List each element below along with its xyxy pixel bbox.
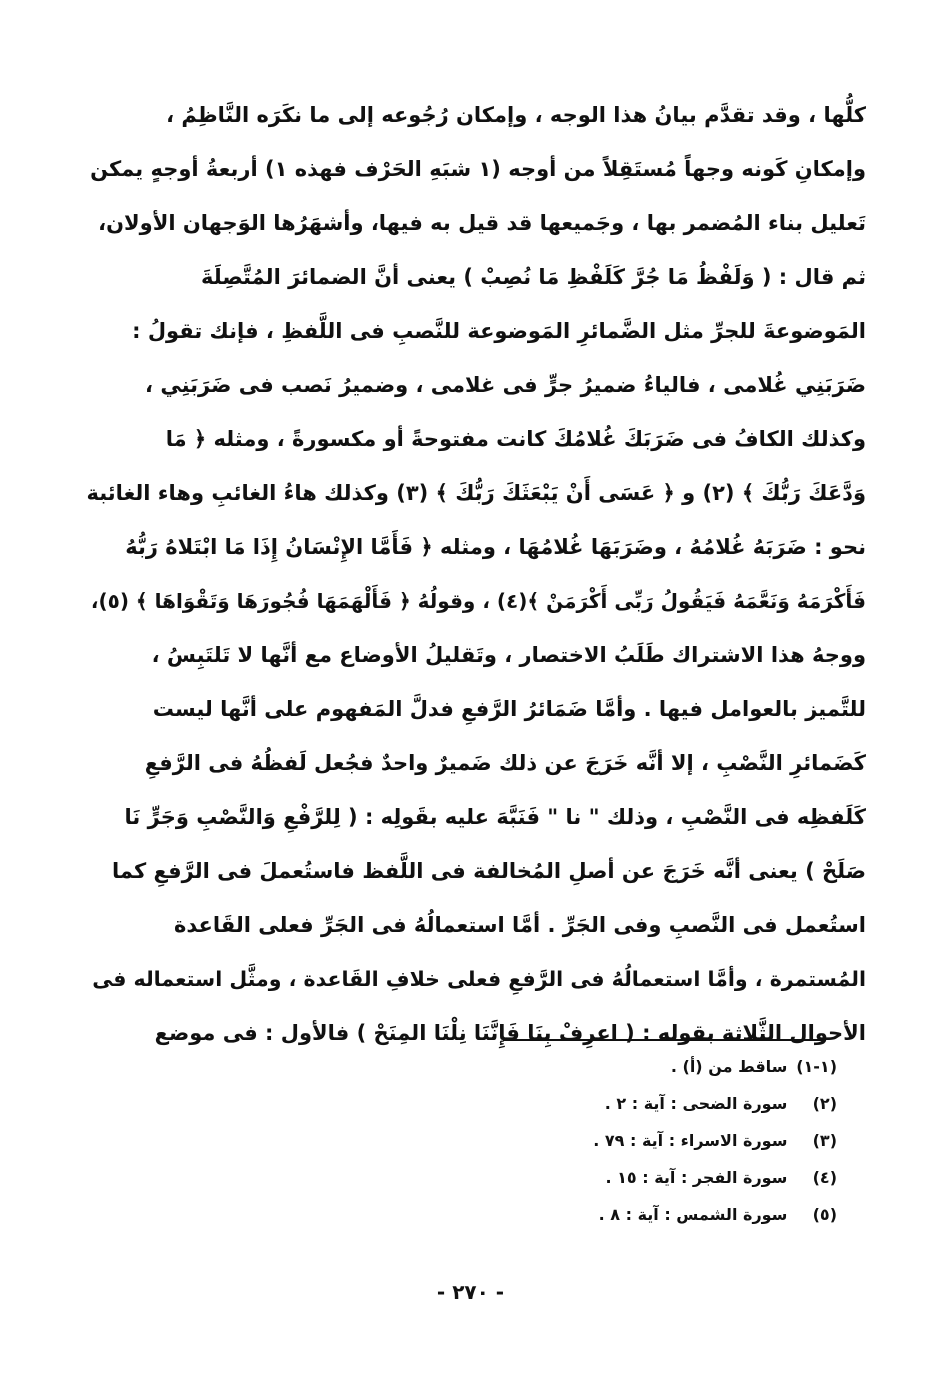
text-line: وَدَّعَكَ رَبُّكَ ﴾ (٢) و ﴿ عَسَى أَنْ يَبْعَثَكَ رَبُّكَ ﴾ (٣) وكذلك هاءُ الغائبِ وهاء الغائبة (86, 481, 866, 505)
text-line: كلُّها ، وقد تقدَّم بيانُ هذا الوجه ، وإمكان رُجُوعه إلى ما نكَرَه النَّاظِمُ ، (166, 103, 866, 127)
main-text (78, 88, 866, 1060)
footnote-number: (١-١) (796, 1057, 837, 1076)
text-line: المُستمرة ، وأمَّا استعمالُهُ فى الرَّفعِ فعلى خلافِ القَاعدة ، ومثَّل استعماله فى (92, 967, 866, 991)
text-line: فَأَكْرَمَهُ وَنَعَّمَهُ فَيَقُولُ رَبِّى أَكْرَمَنْ ﴾(٤) ، وقولُهُ ﴿ فَأَلْهَمَهَا فُجُورَهَا وَتَقْوَاهَا ﴾ (٥)، (90, 589, 866, 613)
footnote-text: سورة الضحى : آية : ٢ . (604, 1094, 788, 1113)
footnotes (417, 1048, 837, 1233)
footnote-item (417, 1159, 837, 1196)
footnote-text: ساقط من (أ) . (670, 1057, 788, 1076)
text-line: نحو : ضَرَبَهُ غُلامُهُ ، وضَرَبَهَا غُلامُهَا ، ومثله ﴿ فَأَمَّا الإِنْسَانُ إِذَا مَا ابْتَلاهُ رَبُّهُ (125, 535, 866, 559)
text-line: كَلَفظِه فى النَّصْبِ ، وذلك " نا " فَنَبَّهَ عليه بقَولِه : ( لِلرَّفْعِ وَالنَّصْبِ وَجَرٍّ نَا (124, 805, 866, 829)
page-number: - ٢٧٠ - (436, 1280, 505, 1304)
footnote-number: (٥) (812, 1205, 837, 1224)
text-line: وإمكانِ كَونه وجهاً مُستَقِلاً من أوجه (١ شبَهِ الحَرْف فهذه ١) أربعةُ أوجهٍ يمكن (90, 157, 866, 181)
footnote-item (417, 1122, 837, 1159)
footnote-item (417, 1048, 837, 1085)
footnote-number: (٤) (812, 1168, 837, 1187)
text-line: ضَرَبَنِي غُلامى ، فالياءُ ضميرُ جرٍّ فى غلامى ، وضميرُ نَصب فى ضَرَبَنِي ، (145, 373, 866, 397)
footnote-text: سورة الشمس : آية : ٨ . (598, 1205, 788, 1224)
footnote-text: سورة الفجر : آية : ١٥ . (605, 1168, 788, 1187)
text-line: وكذلك الكافُ فى ضَرَبَكَ غُلامُكَ كانت مفتوحةً أو مكسورةً ، ومثله ﴿ مَا (165, 427, 866, 451)
footnote-item (417, 1085, 837, 1122)
footnote-number: (٢) (812, 1094, 837, 1113)
text-line: استُعمل فى النَّصبِ وفى الجَرِّ . أمَّا استعمالُهُ فى الجَرِّ فعلى القَاعدة (173, 913, 866, 937)
text-line: تَعليل بناء المُضمر بها ، وجَميعها قد قيل به فيها، وأشهَرُها الوَجهان الأولان، (98, 211, 866, 235)
text-line: المَوضوعةَ للجرِّ مثل الضَّمائرِ المَوضوعة للنَّصبِ فى اللَّفظِ ، فإنك تقولُ : (132, 319, 866, 343)
footnote-text: سورة الاسراء : آية : ٧٩ . (593, 1131, 788, 1150)
footnote-number: (٣) (812, 1131, 837, 1150)
text-line: صَلَحْ ) يعنى أنَّه خَرَجَ عن أصلِ المُخالفة فى اللَّفظ فاستُعملَ فى الرَّفعِ كما (112, 859, 866, 883)
text-line: ثم قال : ( وَلَفْظُ مَا جُرَّ كَلَفْظِ مَا نُصِبْ ) يعنى أنَّ الضمائرَ المُتَّصِلَةَ (201, 265, 866, 289)
footnote-divider (503, 1039, 826, 1041)
text-line: الأحوال الثَّلاثة بقوله : ( اعرِفْ بِنَا فَإِنَّنَا نِلْنَا المِنَحْ ) فالأول : فى موضع (154, 1021, 866, 1045)
text-line: كَضَمائرِ النَّصْبِ ، إلا أنَّه خَرَجَ عن ذلك ضَميرٌ واحدٌ فجُعل لَفظُهُ فى الرَّفعِ (144, 751, 866, 775)
text-line: ووجهُ هذا الاشتراك طَلَبُ الاختصار ، وتَقليلُ الأوضاع مع أنَّها لا تَلتَبِسُ ، (151, 643, 866, 667)
footnote-item (417, 1196, 837, 1233)
text-line: للتَّميز بالعوامل فيها . وأمَّا ضَمَائرُ الرَّفعِ فدلَّ المَفهوم على أنَّها ليست (152, 697, 866, 721)
